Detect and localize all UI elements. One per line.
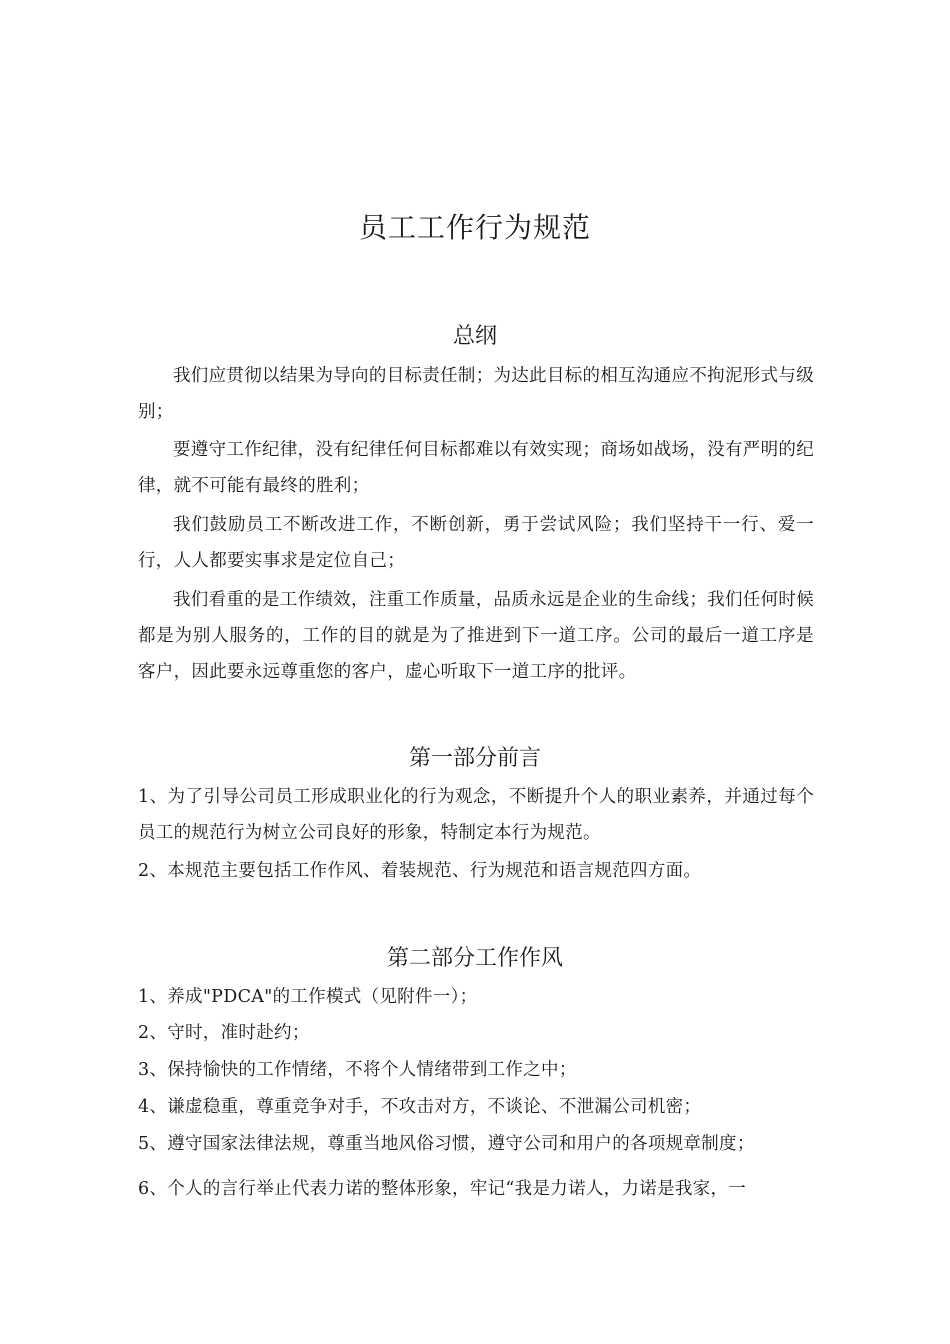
part2-item: 3、保持愉快的工作情绪，不将个人情绪带到工作之中； [138, 1060, 577, 1080]
general-paragraph: 我们看重的是工作绩效，注重工作质量，品质永远是企业的生命线；我们任何时候都是为别人服务的，工作的目的就是为了推进到下一道工序。公司的最后一道工序是客户，因此要永远尊重您的客户，虚心听取下一道工序的批评。 [138, 590, 814, 682]
general-paragraph: 要遵守工作纪律，没有纪律任何目标都难以有效实现；商场如战场，没有严明的纪律，就不可能有最终的胜利； [138, 440, 814, 496]
part2-item: 4、谦虚稳重，尊重竞争对手，不攻击对方，不谈论、不泄漏公司机密； [138, 1097, 702, 1117]
part2-item: 1、养成"PDCA"的工作模式（见附件一）； [138, 987, 478, 1007]
part1-heading: 第一部分前言 [408, 746, 541, 771]
general-heading: 总纲 [452, 324, 497, 349]
document-title: 员工工作行为规范 [358, 211, 591, 244]
part2-heading: 第二部分工作作风 [386, 946, 563, 971]
part2-item: 6、个人的言行举止代表力诺的整体形象，牢记“我是力诺人，力诺是我家，一 [138, 1179, 747, 1199]
part1-item: 1、为了引导公司员工形成职业化的行为观念，不断提升个人的职业素养，并通过每个员工的规范行为树立公司良好的形象，特制定本行为规范。 [138, 787, 814, 843]
part2-item: 5、遵守国家法律法规，尊重当地风俗习惯，遵守公司和用户的各项规章制度； [138, 1134, 755, 1154]
general-paragraph: 我们应贯彻以结果为导向的目标责任制；为达此目标的相互沟通应不拘泥形式与级别； [138, 366, 814, 422]
general-paragraph: 我们鼓励员工不断改进工作，不断创新，勇于尝试风险；我们坚持干一行、爱一行，人人都要实事求是定位自己； [138, 515, 814, 571]
part2-item: 2、守时，准时赴约； [138, 1023, 310, 1043]
part1-item: 2、本规范主要包括工作作风、着装规范、行为规范和语言规范四方面。 [138, 861, 702, 881]
